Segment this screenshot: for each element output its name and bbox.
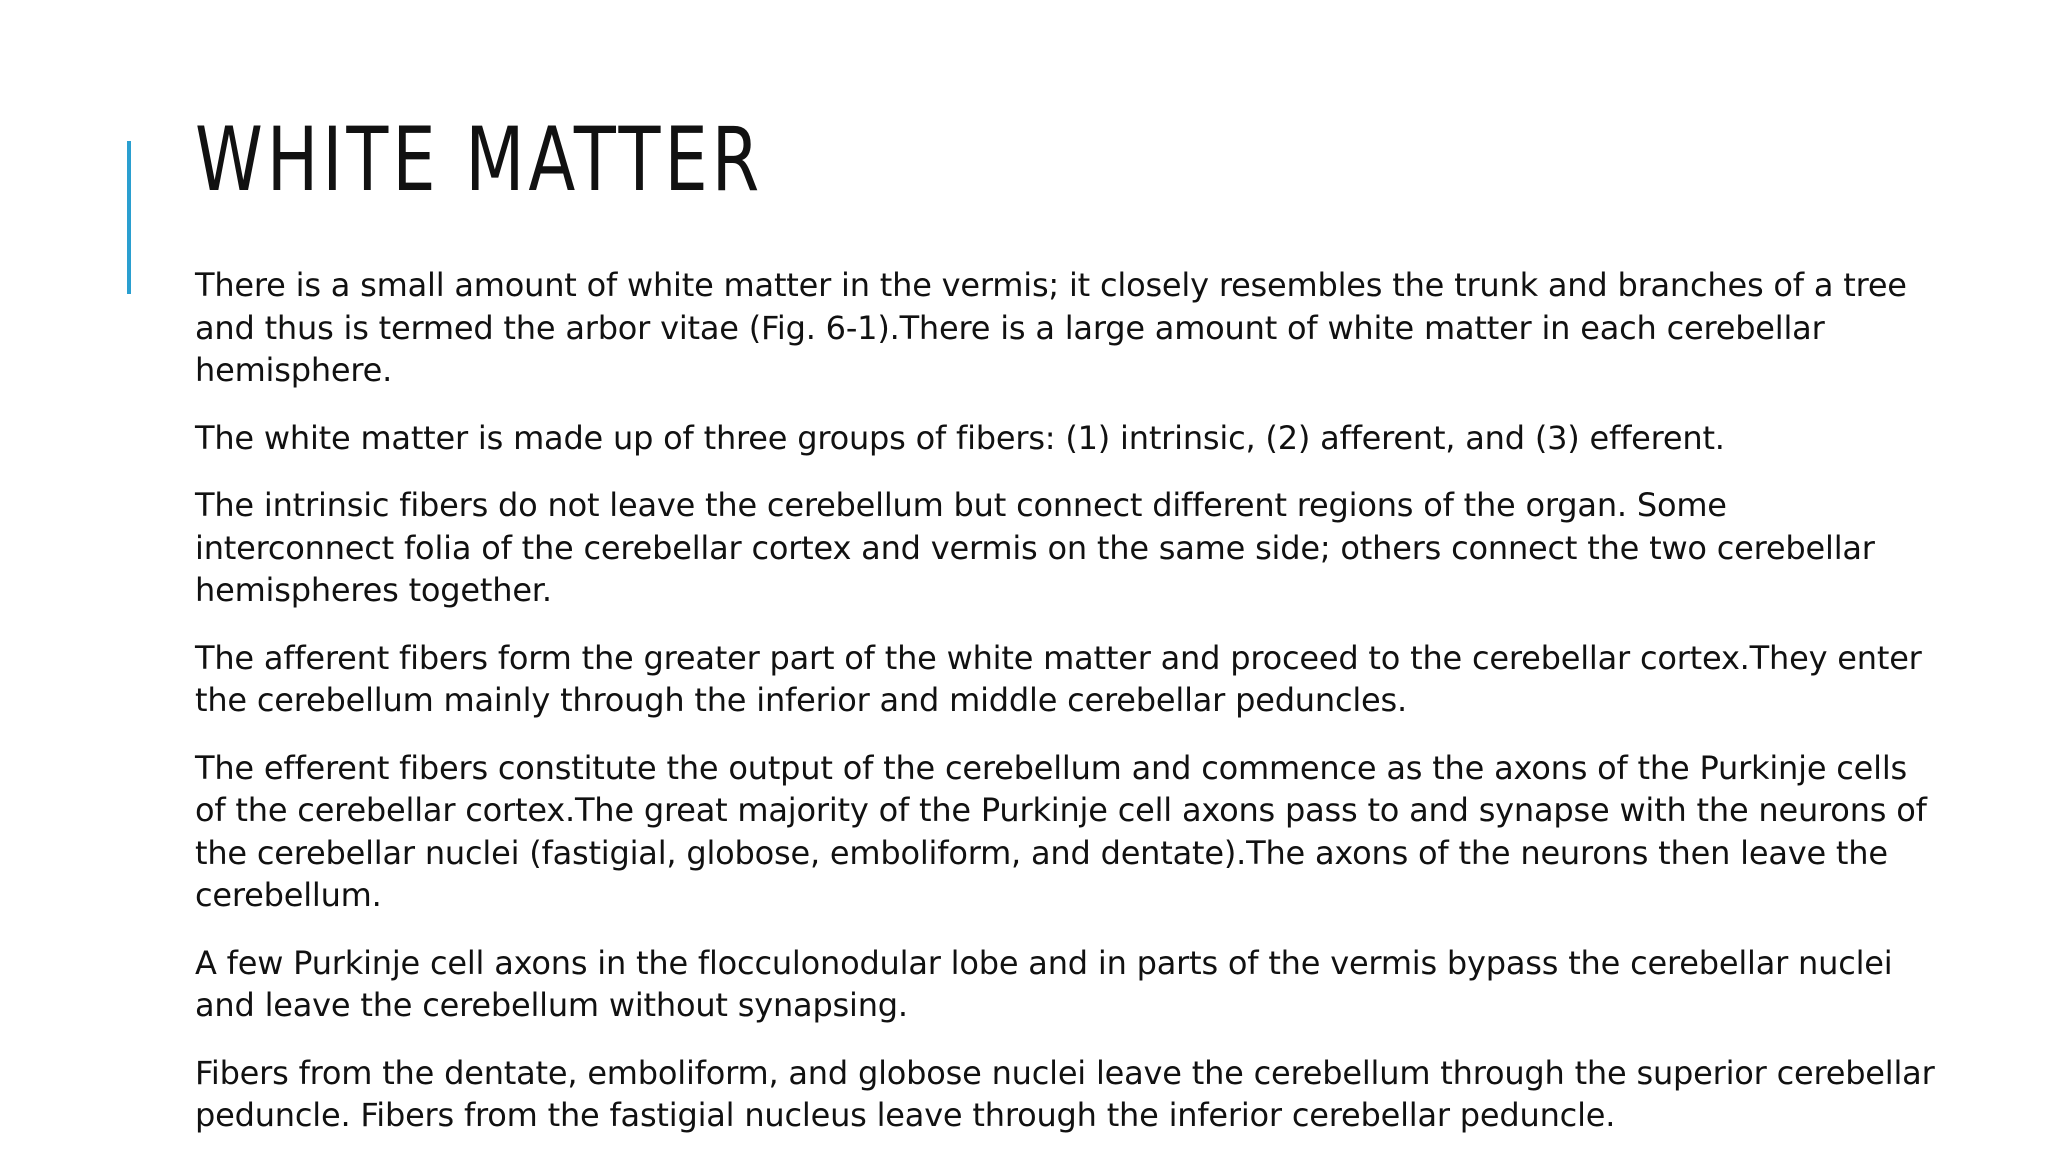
slide-title: WHITE MATTER <box>195 108 764 211</box>
title-accent-bar <box>127 141 131 294</box>
paragraph-intrinsic-fibers: The intrinsic fibers do not leave the cerebellum but connect different regions of the organ. Some interconnect folia of the cerebellar cortex and vermis on the same side; others connect the two cerebellar hemispheres together. <box>195 486 1875 609</box>
paragraph-afferent-fibers: The afferent fibers form the greater part of the white matter and proceed to the cerebellar cortex.They enter the cerebellum mainly through the inferior and middle cerebellar peduncles. <box>195 638 1922 719</box>
paragraph-purkinje-bypass: A few Purkinje cell axons in the flocculonodular lobe and in parts of the vermis bypass the cerebellar nuclei and leave the cerebellum without synapsing. <box>195 943 1893 1024</box>
paragraph-nuclei-output: Fibers from the dentate, emboliform, and globose nuclei leave the cerebellum through the superior cerebellar peduncle. Fibers from the fastigial nucleus leave through the inferior cerebellar peduncle. <box>195 1053 1935 1134</box>
slide-body <box>195 264 1935 1162</box>
paragraph-efferent-fibers: The efferent fibers constitute the output of the cerebellum and commence as the axons of the Purkinje cells of the cerebellar cortex.The great majority of the Purkinje cell axons pass to and synapse with the neurons of the cerebellar nuclei (fastigial, globose, emboliform, and dentate).The axons of the neurons then leave the cerebellum. <box>195 748 1927 914</box>
paragraph-fiber-groups: The white matter is made up of three groups of fibers: (1) intrinsic, (2) afferent, and (3) efferent. <box>195 418 1725 457</box>
paragraph-arbor-vitae: There is a small amount of white matter in the vermis; it closely resembles the trunk and branches of a tree and thus is termed the arbor vitae (Fig. 6-1).There is a large amount of white matter in each cerebellar hemisphere. <box>195 266 1907 389</box>
